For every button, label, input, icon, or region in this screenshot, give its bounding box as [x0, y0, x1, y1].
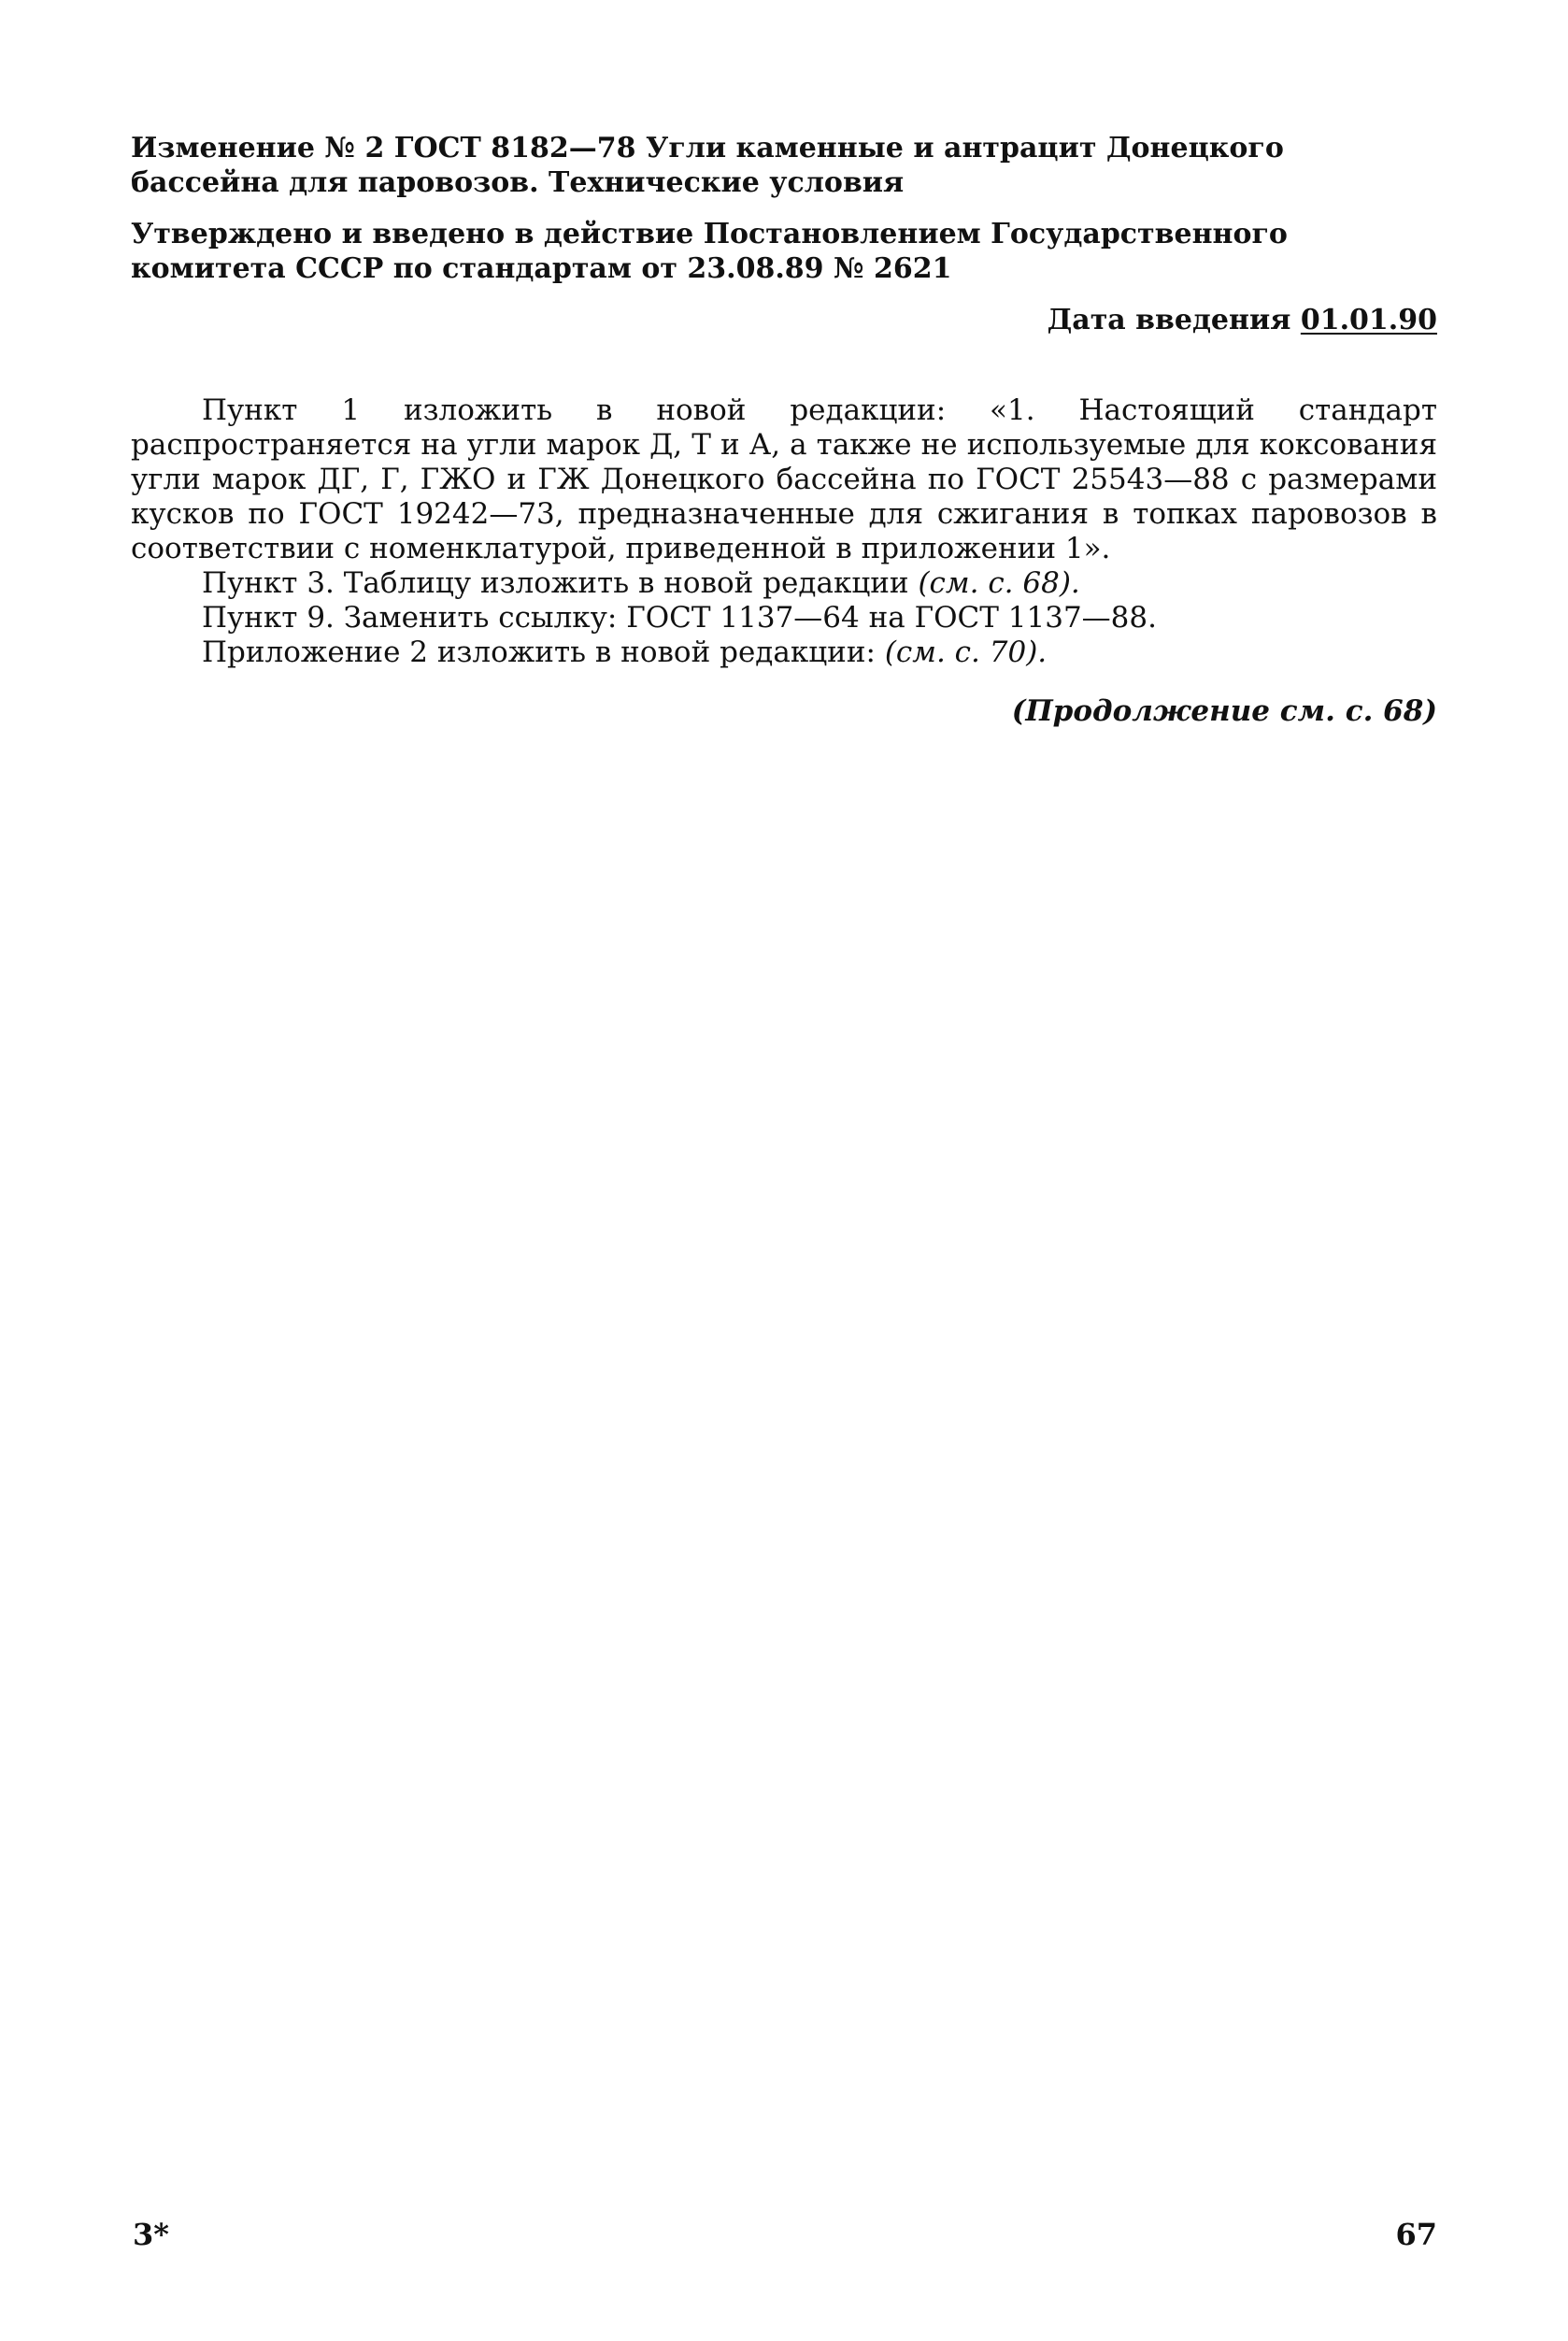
document-page — [131, 131, 1437, 729]
effective-date-line — [131, 303, 1437, 337]
continuation-note: (Продолжение см. с. 68) — [1011, 694, 1437, 728]
effective-date-label: Дата введения — [1047, 304, 1291, 336]
amendment-body — [131, 393, 1437, 670]
document-heading: Изменение № 2 ГОСТ 8182—78 Угли каменные и антрацит Донецкого бассейна для паровозов. Технические условия — [131, 132, 1284, 199]
paragraph-point-3-reference: (см. с. 68). — [918, 566, 1080, 600]
page-number: 67 — [1395, 2217, 1437, 2252]
paragraph-point-1: Пункт 1 изложить в новой редакции: «1. Настоящий стандарт распространяется на угли марок Д, Т и А, а также не используемые для коксования угли марок ДГ, Г, ГЖО и ГЖ Донецкого бассейна по ГОСТ 25543—88 с размерами кусков по ГОСТ 19242—73, предназначенные для сжигания в топках паровозов в соответствии с номенклатурой, приведенной в приложении 1». — [131, 393, 1437, 565]
paragraph-appendix-2 — [131, 635, 1437, 670]
footer-left-mark: 3* — [133, 2217, 169, 2252]
paragraph-point-3 — [131, 566, 1437, 601]
paragraph-point-9: Пункт 9. Заменить ссылку: ГОСТ 1137—64 на ГОСТ 1137—88. — [202, 601, 1157, 635]
paragraph-appendix-2-text: Приложение 2 изложить в новой редакции: — [202, 635, 876, 669]
effective-date-value: 01.01.90 — [1300, 304, 1437, 336]
paragraph-point-3-text: Пункт 3. Таблицу изложить в новой редакции — [202, 566, 909, 600]
approval-statement: Утверждено и введено в действие Постановлением Государственного комитета СССР по стандартам от 23.08.89 № 2621 — [131, 218, 1288, 285]
paragraph-appendix-2-reference: (см. с. 70). — [884, 635, 1048, 669]
